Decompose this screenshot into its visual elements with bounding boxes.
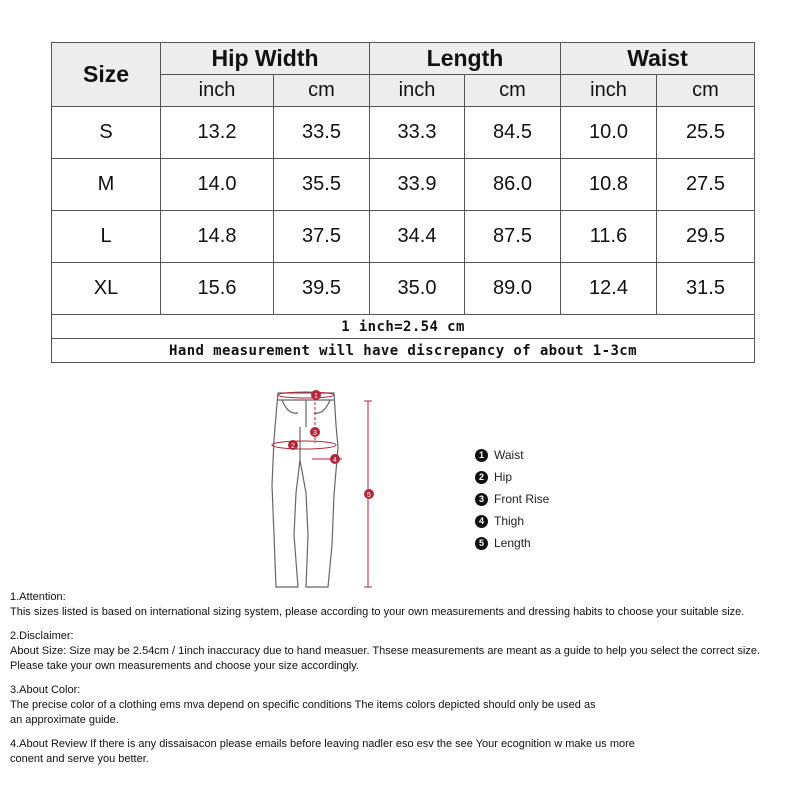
measurement-lines [272, 392, 372, 587]
disclaimer-note [10, 629, 800, 674]
value-cell: 35.0 [370, 263, 465, 315]
marker-4 [330, 454, 340, 464]
note-line: About Size: Size may be 2.54cm / 1inch inaccuracy due to hand measuer. Thsese measurements are meant as a guide to help you select the correct size. [10, 645, 761, 657]
value-cell: 12.4 [561, 263, 657, 315]
note-line: 4.About Review If there is any dissaisacon please emails before leaving nadler eso esv the see Your ecognition w make us more [10, 738, 635, 750]
size-chart-table [51, 42, 755, 363]
size-cell: M [52, 159, 161, 211]
legend-label: Waist [494, 448, 524, 462]
table-row [52, 211, 755, 263]
value-cell: 10.0 [561, 107, 657, 159]
marker-2 [288, 440, 298, 450]
table-row [52, 107, 755, 159]
note-line: The precise color of a clothing ems mva depend on specific conditions The items colors depicted should only be used as [10, 699, 596, 711]
unit-header: inch [161, 75, 274, 107]
note-line: Please take your own measurements and choose your size accordingly. [10, 660, 359, 672]
note-line: This sizes listed is based on international sizing system, please according to your own measurements and dressing habits to choose your suitable size. [10, 606, 745, 618]
legend-label: Length [494, 536, 531, 550]
legend-label: Front Rise [494, 492, 550, 506]
legend-item-waist [475, 444, 549, 466]
value-cell: 31.5 [657, 263, 755, 315]
attention-note [10, 590, 800, 620]
conversion-note: 1 inch=2.54 cm [52, 315, 755, 339]
value-cell: 10.8 [561, 159, 657, 211]
value-cell: 34.4 [370, 211, 465, 263]
note-title: 2.Disclaimer: [10, 630, 74, 642]
value-cell: 87.5 [465, 211, 561, 263]
svg-text:5: 5 [367, 492, 371, 499]
value-cell: 29.5 [657, 211, 755, 263]
value-cell: 13.2 [161, 107, 274, 159]
number-4-icon: 4 [475, 515, 488, 528]
discrepancy-note: Hand measurement will have discrepancy of about 1-3cm [52, 339, 755, 363]
size-cell: L [52, 211, 161, 263]
pants-outline-icon [272, 393, 338, 587]
length-header: Length [370, 43, 561, 75]
measurement-legend [475, 444, 549, 554]
value-cell: 33.5 [274, 107, 370, 159]
marker-1 [311, 390, 321, 400]
conversion-row [52, 315, 755, 339]
svg-text:1: 1 [314, 393, 318, 400]
note-line: conent and serve you better. [10, 753, 149, 765]
review-note [10, 737, 800, 767]
size-cell: XL [52, 263, 161, 315]
size-cell: S [52, 107, 161, 159]
note-title: 3.About Color: [10, 684, 81, 696]
svg-text:2: 2 [291, 443, 295, 450]
legend-item-hip [475, 466, 549, 488]
waist-header: Waist [561, 43, 755, 75]
table-row [52, 159, 755, 211]
value-cell: 33.3 [370, 107, 465, 159]
value-cell: 39.5 [274, 263, 370, 315]
value-cell: 14.0 [161, 159, 274, 211]
unit-header: cm [465, 75, 561, 107]
legend-label: Hip [494, 470, 513, 484]
value-cell: 25.5 [657, 107, 755, 159]
value-cell: 11.6 [561, 211, 657, 263]
value-cell: 89.0 [465, 263, 561, 315]
legend-label: Thigh [494, 514, 525, 528]
color-note [10, 683, 800, 728]
value-cell: 84.5 [465, 107, 561, 159]
table-group-header-row [52, 43, 755, 75]
unit-header: inch [561, 75, 657, 107]
number-3-icon: 3 [475, 493, 488, 506]
unit-header: inch [370, 75, 465, 107]
marker-5 [364, 489, 374, 499]
number-2-icon: 2 [475, 471, 488, 484]
value-cell: 86.0 [465, 159, 561, 211]
discrepancy-row [52, 339, 755, 363]
legend-item-length [475, 532, 549, 554]
value-cell: 14.8 [161, 211, 274, 263]
notes-section [10, 590, 800, 776]
hip-width-header: Hip Width [161, 43, 370, 75]
svg-text:3: 3 [313, 430, 317, 437]
svg-text:4: 4 [333, 457, 337, 464]
note-line: an approximate guide. [10, 714, 119, 726]
legend-item-thigh [475, 510, 549, 532]
value-cell: 15.6 [161, 263, 274, 315]
value-cell: 35.5 [274, 159, 370, 211]
table-row [52, 263, 755, 315]
note-title: 1.Attention: [10, 591, 66, 603]
size-header: Size [52, 43, 161, 107]
number-5-icon: 5 [475, 537, 488, 550]
value-cell: 33.9 [370, 159, 465, 211]
pants-measurement-diagram [262, 385, 392, 595]
marker-3 [310, 427, 320, 437]
legend-item-front-rise [475, 488, 549, 510]
unit-header: cm [274, 75, 370, 107]
value-cell: 37.5 [274, 211, 370, 263]
number-1-icon: 1 [475, 449, 488, 462]
unit-header: cm [657, 75, 755, 107]
value-cell: 27.5 [657, 159, 755, 211]
